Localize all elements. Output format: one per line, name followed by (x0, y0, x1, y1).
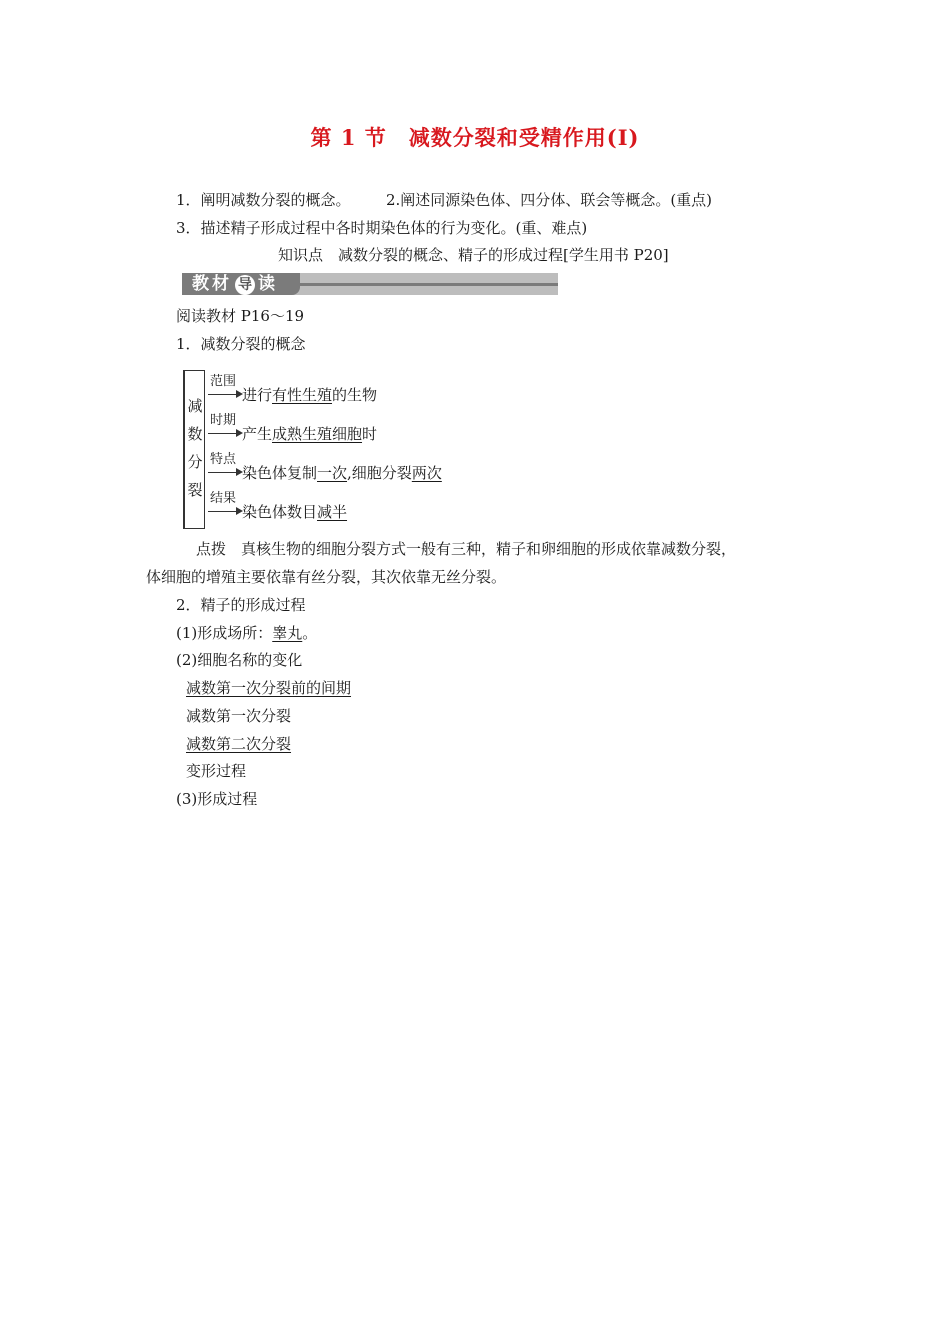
objective-1: 1．阐明减数分裂的概念。 (176, 191, 351, 209)
tip-line-1: 点拨 真核生物的细胞分裂方式一般有三种，精子和卵细胞的形成依靠减数分裂， (196, 540, 737, 558)
arrow-label-period: 时期 (210, 413, 237, 428)
arrow-label-feature: 特点 (210, 452, 237, 467)
objective-2: 2.阐述同源染色体、四分体、联会等概念。(重点) (386, 191, 713, 209)
section-1-heading: 1．减数分裂的概念 (176, 335, 306, 353)
bracket-char: 数 (187, 425, 203, 443)
concept-row-result: 染色体数目减半 (242, 503, 348, 521)
objective-3: 3．描述精子形成过程中各时期染色体的行为变化。(重、难点) (176, 219, 588, 237)
answer-blank: 两次 (411, 464, 442, 482)
tip-line-2: 体细胞的增殖主要依靠有丝分裂，其次依靠无丝分裂。 (146, 568, 507, 586)
concept-row-scope: 进行有性生殖的生物 (242, 386, 378, 404)
cell-name-change: (2)细胞名称的变化 (176, 651, 303, 669)
section-2-heading: 2．精子的形成过程 (176, 596, 306, 614)
banner-circle-char: 导 (235, 275, 255, 295)
concept-bracket (183, 370, 205, 529)
bracket-char: 裂 (187, 481, 203, 499)
reading-range: 阅读教材 P16～19 (176, 307, 305, 325)
stage-item: 减数第一次分裂 (186, 707, 292, 725)
arrow-label-scope: 范围 (210, 374, 237, 389)
knowledge-point-heading: 知识点 减数分裂的概念、精子的形成过程[学生用书 P20] (278, 246, 669, 264)
stage-item: 减数第一次分裂前的间期 (186, 679, 352, 697)
bracket-char: 分 (187, 453, 203, 471)
formation-process: (3)形成过程 (176, 790, 258, 808)
arrow-label-result: 结果 (210, 491, 237, 506)
page-title: 第 1 节 减数分裂和受精作用(Ⅰ) (310, 125, 640, 150)
concept-row-period: 产生成熟生殖细胞时 (242, 425, 378, 443)
answer-blank: 减半 (317, 503, 348, 521)
answer-blank: 成熟生殖细胞 (272, 425, 363, 443)
answer-blank: 有性生殖 (272, 386, 333, 404)
answer-blank: 一次 (317, 464, 348, 482)
bracket-char: 减 (187, 397, 203, 415)
banner-text-1: 教材 (192, 274, 232, 294)
section-banner (182, 273, 558, 295)
stage-item: 减数第二次分裂 (186, 735, 292, 753)
stage-item: 变形过程 (186, 762, 247, 780)
concept-row-feature: 染色体复制一次,细胞分裂两次 (242, 464, 442, 482)
answer-blank: 睾丸 (272, 624, 303, 642)
formation-site: (1)形成场所：睾丸。 (176, 624, 318, 642)
banner-text-2: 读 (258, 274, 278, 294)
